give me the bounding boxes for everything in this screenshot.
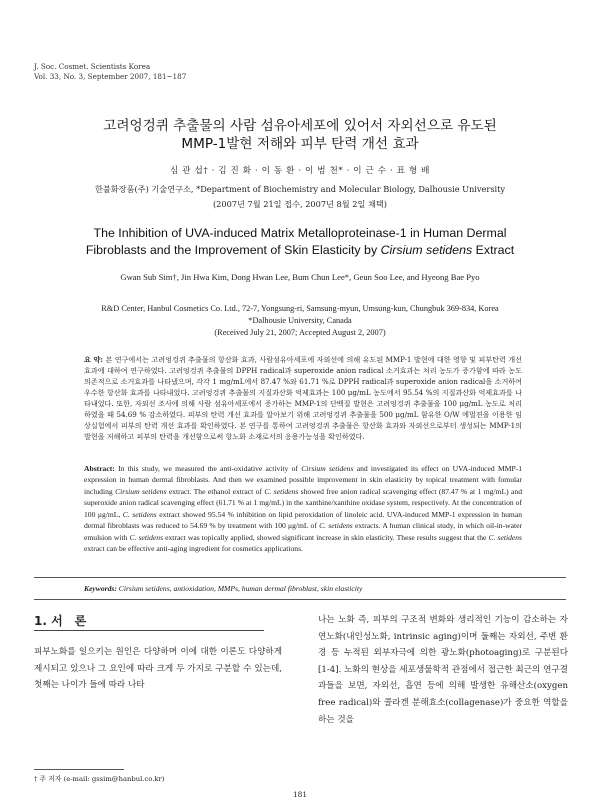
species-name: C. setidens: [319, 521, 353, 531]
english-title-line2-pre: Fibroblasts and the Improvement of Skin Elasticity by: [85, 243, 381, 257]
species-name: C. setidens: [264, 486, 299, 496]
journal-name: J. Soc. Cosmet. Scientists Korea: [34, 62, 151, 71]
species-name: C. setidens: [129, 532, 164, 542]
abstract-text: showed free anion radical scavenging effect (87.47 % at 1 mg/mL) and superoxide anion radical scavenging effect (61.71 % at 1 mg/mL) in the xanthine/xanthine oxidase system, respectively. At the concentration of 100 μg/mL,: [84, 486, 522, 519]
keywords-label: Keywords:: [84, 584, 117, 593]
keywords-top-rule: [34, 577, 566, 578]
english-affiliation-line2: *Dalhousie University, Canada: [248, 316, 352, 325]
corresponding-author-footnote: † 주 저자 (e-mail: gssim@hanbul.co.kr): [34, 775, 165, 783]
abstract-text: extracts. A human clinical study, in which oil-in-water emulsion with: [84, 521, 522, 542]
english-abstract: [84, 463, 522, 555]
english-abstract-label: Abstract:: [84, 464, 115, 473]
korean-abstract-label: 요 약:: [84, 355, 103, 364]
korean-title-line2: MMP-1발현 저해와 피부 탄력 개선 효과: [181, 136, 419, 152]
keywords-text: Cirsium setidens, antioxidation, MMPs, human dermal fibroblast, skin elasticity: [116, 584, 363, 593]
english-received-dates: (Received July 21, 2007; Accepted August 2, 2007): [214, 328, 386, 337]
english-title-line2: [0, 243, 600, 257]
english-title-line1: The Inhibition of UVA-induced Matrix Metalloproteinase-1 in Human Dermal: [93, 226, 507, 240]
korean-title-line1: 고려엉겅퀴 추출물의 사람 섬유아세포에 있어서 자외선으로 유도된: [103, 118, 497, 134]
intro-right-column: 나는 노화 즉, 피부의 구조적 변화와 생리적인 기능이 감소하는 자연노화(내인성노화, intrinsic aging)이며 둘째는 자외선, 주변 환경 등 누적된 외부자극에 의한 광노화(photoaging)로 구분된다[1-4]. 노화의 현상을 세포생물학적 관점에서 접근한 최근의 연구결과들을 보면, 자외선, 흡연 등에 의해 발생한 유해산소(oxygen free radical)와 콜라겐 분해효소(collagenase)가 중요한 역할을 하는 것을: [318, 615, 568, 725]
species-name: C. setidens: [488, 532, 523, 542]
page-number: 181: [292, 790, 308, 799]
english-authors: Gwan Sub Sim†, Jin Hwa Kim, Dong Hwan Lee, Bum Chun Lee*, Geun Soo Lee, and Hyeong Bae Pyo: [120, 272, 480, 282]
keywords-bottom-rule: [34, 599, 566, 600]
korean-abstract-text: 본 연구에서는 고려엉겅퀴 추출물의 항산화 효과, 사람섬유아세포에 자외선에 의해 유도된 MMP-1 발현에 대한 영향 및 피부탄력 개선효과에 대하여 연구하였다. 고려엉겅퀴 추출물의 DPPH radical과 superoxide anion radical 소거효과는 처리 농도가 증가함에 따라 농도 의존적으로 소거효과를 나타냈으며, 각각 1 mg/mL에서 87.47 %와 61.71 %로 DPPH radical과 superoxide anion radical을 소거하여 우수한 항산화 효과를 나타내었다. 고려엉겅퀴 추출물의 지질과산화 억제효과는 100 μg/mL 농도에서 95.54 %의 지질과산화 억제효과를 나타내었다. 또한, 자외선 조사에 의해 사람 섬유아세포에서 증가하는 MMP-1의 단백질 발현은 고려엉겅퀴 추출물을 100 μg/mL 농도로 처리하였을 때 54.69 % 감소하였다. 피부의 탄력 개선 효과를 알아보기 위해 고려엉겅퀴 추출물을 500 μg/mL 함유한 O/W 에멀젼을 이용한 임상실험에서 피부의 탄력 개선 효과를 확인하였다. 본 연구를 통하여 고려엉겅퀴 추출물은 항산화 효과와 자외선으로부터 생성되는 MMP-1의 발현을 저해하고 피부의 탄력을 개선함으로써 항노화 소재로서의 응용가능성을 확인하였다.: [84, 355, 522, 442]
english-title-species: Cirsium setidens: [380, 243, 473, 257]
journal-volume: Vol. 33, No. 3, September 2007, 181~187: [34, 72, 187, 81]
korean-authors: 심 관 섭† · 김 진 화 · 이 동 환 · 이 범 천* · 이 근 수 · 표 형 배: [170, 166, 430, 176]
keywords: [84, 584, 522, 593]
footnote-rule: [34, 769, 124, 770]
abstract-text: and investigated its effect on UVA-induced MMP-1 expression in human dermal fibroblasts. And then we examined possible improvement in skin elasticity by topical treatment with fomular including: [84, 464, 522, 496]
journal-header: [34, 62, 186, 82]
abstract-text: extract. The ethanol extract of: [166, 486, 265, 496]
abstract-text: In this study, we measured the anti-oxidative activity of: [114, 464, 302, 473]
species-name: Cirsium setidens: [301, 464, 354, 473]
english-affiliation-line1: R&D Center, Hanbul Cosmetics Co. Ltd., 72-7, Yongsung-ri, Samsung-myun, Umsung-kun, Chungbuk 369-834, Korea: [101, 304, 499, 313]
korean-affiliation: 한불화장품(주) 기술연구소, *Department of Biochemistry and Molecular Biology, Dalhousie University: [94, 184, 506, 194]
intro-left-column: 피부노화를 일으키는 원인은 다양하며 이에 대한 이론도 다양하게 제시되고 있으나 그 요인에 따라 크게 두 가지로 구분할 수 있는데, 첫째는 나이가 들에 따라 나타: [34, 647, 282, 691]
abstract-text: extract can be effective anti-aging ingredient for cosmetics applications.: [84, 544, 303, 554]
abstract-text: extract showed 95.54 % inhibition on lipid peroxidation of linoleic acid. UVA-induced MMP-1 expression in human dermal fibroblasts was reduced to 54.69 % by treatment with 100 μg/mL of: [84, 509, 523, 531]
korean-abstract: [84, 354, 522, 442]
species-name: C. setidens: [122, 509, 157, 519]
section-heading-rule: [34, 630, 264, 631]
abstract-text: extract was topically applied, showed significant increase in skin elasticity. These results suggest that the: [163, 532, 489, 542]
section-heading-introduction: 1. 서 론: [34, 614, 87, 628]
korean-received-dates: (2007년 7월 21일 접수, 2007년 8월 2일 채택): [212, 199, 388, 209]
english-title-line2-post: Extract: [472, 243, 515, 257]
species-name: Cirsium setidens: [115, 486, 167, 496]
